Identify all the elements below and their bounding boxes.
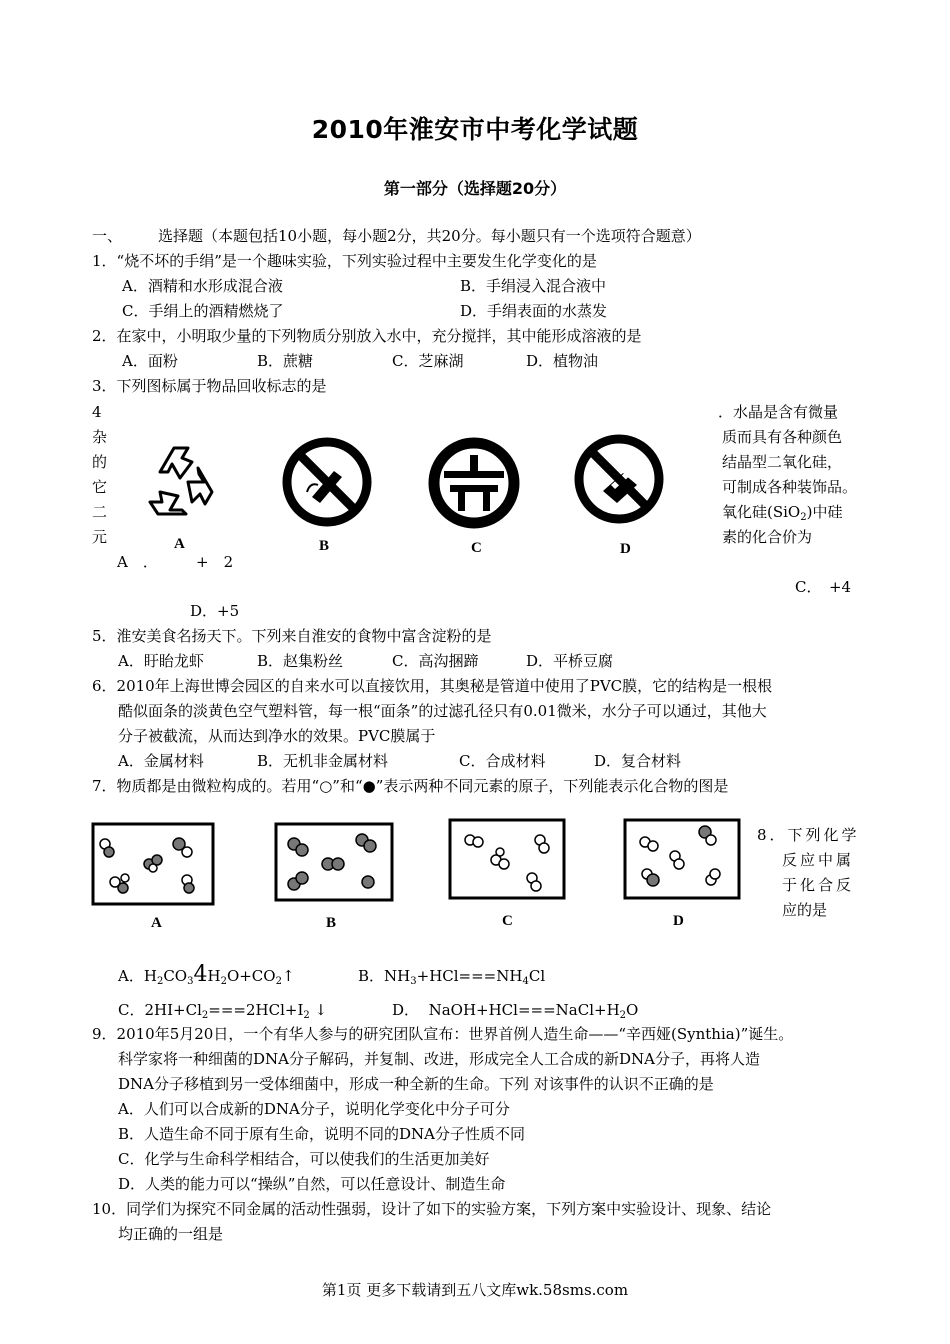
q4-right-line: ．水晶是含有微量 bbox=[718, 403, 839, 421]
q8-b-formula: NH bbox=[384, 967, 411, 985]
q5-stem: 5．淮安美食名扬天下。下列来自淮安的食物中富含淀粉的是 bbox=[92, 627, 492, 645]
q5-option-c: C．高沟捆蹄 bbox=[392, 652, 479, 670]
q8-d-sub: 2 bbox=[619, 1010, 627, 1021]
q4-left-char: 二 bbox=[92, 503, 108, 521]
no-littering-sign-icon bbox=[573, 433, 665, 525]
q4-left-char: 元 bbox=[92, 528, 108, 546]
q9-option-d: D．人类的能力可以“操纵”自然，可以任意设计、制造生命 bbox=[118, 1175, 506, 1193]
q9-option-a: A．人们可以合成新的DNA分子，说明化学变化中分子可分 bbox=[118, 1100, 510, 1118]
q4-left-char: 的 bbox=[92, 453, 108, 471]
q1-option-a: A．酒精和水形成混合液 bbox=[122, 277, 283, 295]
particle-box-d bbox=[623, 818, 741, 900]
q5-option-b: B．赵集粉丝 bbox=[257, 652, 344, 670]
q8-stem-line: 应的是 bbox=[782, 901, 828, 919]
q5-option-d: D．平桥豆腐 bbox=[526, 652, 614, 670]
q8-a-big-char: 4 bbox=[193, 962, 208, 987]
recycle-icon bbox=[130, 432, 225, 527]
circle-symbol-icon bbox=[428, 437, 520, 529]
q4-right-line-end: 中硅 bbox=[812, 503, 843, 521]
q8-b-sub: 3 bbox=[410, 976, 417, 987]
q1-option-c: C．手绢上的酒精燃烧了 bbox=[122, 302, 284, 320]
q6-line2: 酷似面条的淡黄色空气塑料管，每一根“面条”的过滤孔径只有0.01微米，水分子可以通过，其他大 bbox=[118, 702, 767, 720]
q4-sio2-prefix: 氧化硅(SiO bbox=[722, 503, 801, 521]
q3-label-d: D bbox=[620, 541, 631, 557]
q4-sio2-suffix: ) bbox=[806, 503, 813, 521]
q8-option-c bbox=[118, 1000, 327, 1020]
q4-option-d: D．+5 bbox=[190, 602, 240, 620]
q8-option-d bbox=[392, 1000, 638, 1020]
q8-stem-line: 8．下列化学 bbox=[757, 826, 860, 844]
section-number: 一、 bbox=[92, 227, 123, 245]
q8-b-sub: 4 bbox=[522, 976, 529, 987]
q2-option-a: A．面粉 bbox=[122, 352, 178, 370]
q3-stem: 3．下列图标属于物品回收标志的是 bbox=[92, 377, 327, 395]
q4-sio2-subscript: 2 bbox=[800, 512, 807, 523]
q8-c-sub: 2 bbox=[201, 1010, 209, 1021]
q4-left-char: 4 bbox=[92, 403, 102, 421]
q8-a-sub: 2 bbox=[156, 976, 164, 987]
q4-right-line-sio2 bbox=[722, 502, 842, 522]
q5-option-a: A．盱眙龙虾 bbox=[118, 652, 204, 670]
q8-option-a bbox=[118, 962, 295, 987]
q6-option-c: C．合成材料 bbox=[459, 752, 546, 770]
q8-d-label: D． bbox=[392, 1001, 420, 1019]
q8-a-sub: 3 bbox=[187, 976, 194, 987]
q9-line1: 9．2010年5月20日，一个有华人参与的研究团队宣布：世界首例人造生命——“辛西娅(Synthia)”诞生。 bbox=[92, 1025, 794, 1043]
q4-right-line: 结晶型二氧化硅， bbox=[722, 453, 843, 471]
q7-label-b: B bbox=[326, 915, 337, 931]
q7-label-a: A bbox=[151, 915, 162, 931]
q4-right-line: 可制成各种装饰品。 bbox=[722, 478, 858, 496]
q8-option-b bbox=[358, 966, 545, 986]
page-footer: 第1页 更多下载请到五八文库wk.58sms.com bbox=[321, 1281, 629, 1299]
q8-d-formula: O bbox=[626, 1001, 639, 1019]
q8-b-formula: Cl bbox=[528, 967, 546, 985]
q9-option-b: B．人造生命不同于原有生命，说明不同的DNA分子性质不同 bbox=[118, 1125, 526, 1143]
particle-box-b bbox=[274, 822, 394, 902]
particle-box-a bbox=[91, 822, 215, 906]
q9-option-c: C．化学与生命科学相结合，可以使我们的生活更加美好 bbox=[118, 1150, 490, 1168]
q8-a-formula: O+CO bbox=[226, 967, 276, 985]
q4-option-c: C． +4 bbox=[795, 578, 852, 596]
q6-option-a: A．金属材料 bbox=[118, 752, 204, 770]
q10-line2: 均正确的一组是 bbox=[118, 1225, 224, 1243]
section-subtitle: 第一部分（选择题20分） bbox=[383, 179, 567, 198]
q6-option-d: D．复合材料 bbox=[594, 752, 682, 770]
q8-a-sub: 2 bbox=[275, 976, 282, 987]
no-smoking-sign-icon bbox=[282, 437, 372, 527]
q8-c-arrow: ↓ bbox=[314, 1001, 328, 1019]
q1-stem: 1．“烧不坏的手绢”是一个趣味实验，下列实验过程中主要发生化学变化的是 bbox=[92, 252, 597, 270]
q8-a-formula: H bbox=[143, 967, 157, 985]
q8-a-arrow: ↑ bbox=[281, 967, 295, 985]
q1-option-d: D．手绢表面的水蒸发 bbox=[460, 302, 608, 320]
q8-stem-line: 于化合反 bbox=[782, 876, 855, 894]
q8-b-formula: +HCl===NH bbox=[416, 967, 523, 985]
q2-option-b: B．蔗糖 bbox=[257, 352, 314, 370]
q4-right-line: 质而具有各种颜色 bbox=[722, 428, 843, 446]
q7-stem: 7．物质都是由微粒构成的。若用“○”和“●”表示两种不同元素的原子，下列能表示化合物的图是 bbox=[92, 777, 729, 795]
q2-stem: 2．在家中，小明取少量的下列物质分别放入水中，充分搅拌，其中能形成溶液的是 bbox=[92, 327, 642, 345]
q8-c-sub: 2 bbox=[303, 1010, 310, 1021]
q3-label-c: C bbox=[471, 540, 482, 556]
q8-c-formula: ===2HCl+I bbox=[208, 1001, 304, 1019]
q8-a-label: A． bbox=[118, 967, 144, 985]
q9-line3: DNA分子移植到另一受体细菌中，形成一种全新的生命。下列 对该事件的认识不正确的是 bbox=[118, 1075, 714, 1093]
q8-a-sub: 2 bbox=[220, 976, 227, 987]
section-instructions: 选择题（本题包括10小题，每小题2分，共20分。每小题只有一个选项符合题意） bbox=[158, 227, 701, 245]
q6-line3: 分子被截流，从而达到净水的效果。PVC膜属于 bbox=[118, 727, 436, 745]
q8-b-label: B． bbox=[358, 967, 385, 985]
q8-a-formula: H bbox=[207, 967, 221, 985]
q1-option-b: B．手绢浸入混合液中 bbox=[460, 277, 607, 295]
q4-left-char: 它 bbox=[92, 478, 108, 496]
q8-c-label: C． bbox=[118, 1001, 145, 1019]
q10-line1: 10．同学们为探究不同金属的活动性强弱，设计了如下的实验方案，下列方案中实验设计、现象、结论 bbox=[92, 1200, 772, 1218]
q4-option-a-label: A ． bbox=[117, 553, 158, 571]
q4-right-line: 素的化合价为 bbox=[722, 528, 813, 546]
q8-d-formula: NaOH+HCl===NaCl+H bbox=[428, 1001, 620, 1019]
q7-label-d: D bbox=[673, 913, 684, 929]
page-title: 2010年淮安市中考化学试题 bbox=[311, 115, 639, 144]
q9-line2: 科学家将一种细菌的DNA分子解码，并复制、改进，形成完全人工合成的新DNA分子，再将人造 bbox=[118, 1050, 760, 1068]
q6-line1: 6．2010年上海世博会园区的自来水可以直接饮用，其奥秘是管道中使用了PVC膜，它的结构是一根根 bbox=[92, 677, 773, 695]
q4-option-a-value: + 2 bbox=[196, 553, 234, 571]
q2-option-c: C．芝麻湖 bbox=[392, 352, 464, 370]
q3-label-b: B bbox=[319, 538, 330, 554]
q8-a-formula: CO bbox=[163, 967, 188, 985]
q4-left-char: 杂 bbox=[92, 428, 108, 446]
q2-option-d: D．植物油 bbox=[526, 352, 599, 370]
q7-label-c: C bbox=[502, 913, 513, 929]
q8-stem-line: 反应中属 bbox=[782, 851, 855, 869]
q6-option-b: B．无机非金属材料 bbox=[257, 752, 389, 770]
q3-label-a: A bbox=[174, 536, 185, 552]
particle-box-c bbox=[448, 818, 566, 900]
q8-c-formula: 2HI+Cl bbox=[144, 1001, 202, 1019]
